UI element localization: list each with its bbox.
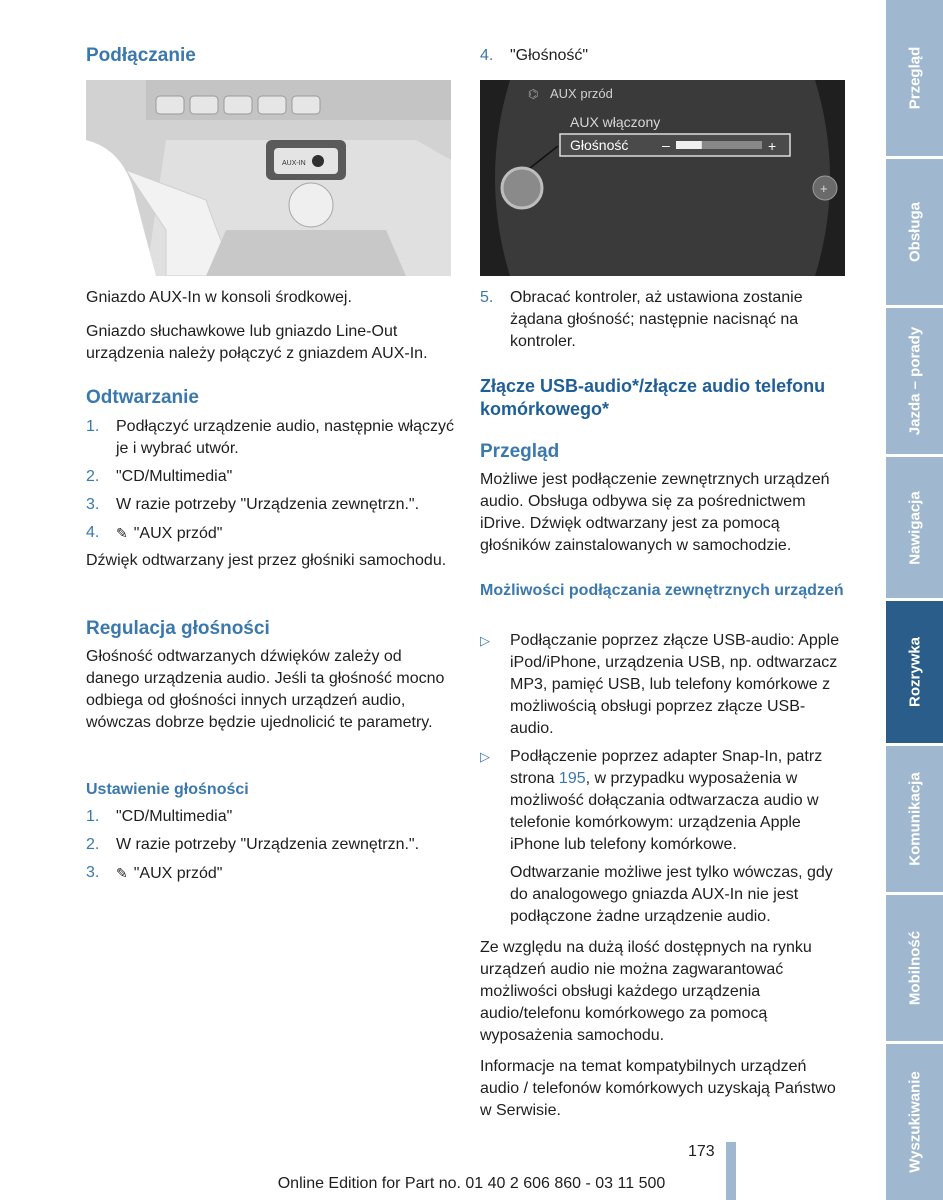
list-item: [86, 806, 454, 828]
step-number: 2.: [86, 836, 100, 853]
section-title-options: Możliwości podłączania zewnętrznych urządzeń: [480, 582, 844, 599]
console-illustration: [86, 80, 451, 276]
paragraph-market: Ze względu na dużą ilość dostępnych na rynku urządzeń audio nie można zagwarantować możliwości obsługi każdego urządzenia audio/telefonu komórkowego za pomocą wyposażenia samochodu.: [480, 939, 812, 1044]
step-number: 3.: [86, 864, 100, 881]
list-item: [480, 746, 848, 928]
volume-fill: [676, 141, 702, 149]
pen-icon: ✎: [116, 865, 128, 881]
list-item: [86, 834, 454, 856]
paragraph-connect: Gniazdo słuchawkowe lub gniazdo Line-Out urządzenia należy połączyć z gniazdem AUX-In.: [86, 323, 428, 362]
tab-navigation[interactable]: [886, 457, 943, 598]
tab-label: Przegląd: [906, 46, 923, 110]
step-text: W razie potrzeby "Urządzenia zewnętrzn.".: [116, 836, 420, 853]
tab-label: Komunikacja: [906, 772, 923, 866]
section-title-connect: Podłączanie: [86, 45, 196, 66]
section-title-usb: Złącze USB-audio*/złącze audio telefonu komórkowego*: [480, 376, 826, 419]
setvol-steps-list: [86, 806, 454, 891]
footer-edition: Online Edition for Part no. 01 40 2 606 860 - 03 11 500: [277, 1175, 666, 1192]
paragraph-volume: Głośność odtwarzanych dźwięków zależy od danego urządzenia audio. Jeśli ta głośność mocno odbiega od głośności innych urządzeń audio, wówczas dobrze będzie ujednolicić te parametry.: [86, 648, 445, 731]
step-text: W razie potrzeby "Urządzenia zewnętrzn.".: [116, 496, 420, 513]
tab-entertainment[interactable]: [886, 601, 943, 743]
bullet-text-b: , w przypadku wyposażenia w możliwość dołączania odtwarzacza audio w telefonie komórkowym: urządzenia Apple iPhone lub telefony komórkowe.: [510, 770, 819, 853]
tab-communication[interactable]: [886, 746, 943, 892]
step-text: Obracać kontroler, aż ustawiona zostanie żądana głośność; następnie nacisnąć na kontroler.: [510, 289, 803, 350]
step5-list: [480, 287, 848, 359]
step-number: 5.: [480, 289, 494, 306]
list-item: [86, 466, 454, 488]
triangle-bullet-icon: ▷: [480, 633, 490, 648]
option-plus-icon: +: [820, 181, 828, 196]
step-text: "AUX przód": [133, 865, 223, 882]
paragraph-overview: Możliwe jest podłączenie zewnętrznych urządzeń audio. Obsługa odbywa się za pośrednictwem iDrive. Dźwięk odtwarzany jest za pomocą głośników zainstalowanych w samochodzie.: [480, 471, 830, 554]
list-item: [480, 630, 848, 740]
pen-icon: ✎: [116, 525, 128, 541]
controller-icon: [502, 168, 542, 208]
step-text: "AUX przód": [133, 525, 223, 542]
tab-label: Jazda – porady: [906, 326, 923, 436]
list-item: [86, 416, 454, 460]
tab-label: Wyszukiwanie: [906, 1071, 923, 1173]
list-item: [480, 45, 848, 67]
step-number: 2.: [86, 468, 100, 485]
tab-mobility[interactable]: [886, 895, 943, 1041]
tab-overview[interactable]: [886, 0, 943, 156]
step-text: "Głośność": [510, 47, 589, 64]
list-item: [480, 287, 848, 353]
bullet-text-a: Podłączenie poprzez adapter Snap-In, patrz strona: [510, 748, 823, 787]
tab-driving-tips[interactable]: [886, 308, 943, 454]
paragraph-play: Dźwięk odtwarzany jest przez głośniki samochodu.: [86, 552, 447, 569]
tab-label: Rozrywka: [906, 636, 923, 708]
section-title-overview: Przegląd: [480, 441, 560, 462]
idrive-screen: [480, 80, 845, 276]
bullet-text: Podłączanie poprzez złącze USB-audio: Apple iPod/iPhone, urządzenia USB, np. odtwarzacz MP3, pamięć USB, lub telefony komórkowe z możliwością obsługi poprzez złącze USB-audio.: [510, 632, 840, 737]
options-list: [480, 630, 848, 934]
play-steps-list: [86, 416, 454, 551]
step-number: 3.: [86, 496, 100, 513]
step-text: "CD/Multimedia": [116, 808, 233, 825]
paragraph-info: Informacje na temat kompatybilnych urządzeń audio / telefonów komórkowych uzyskają Państwo w Serwisie.: [480, 1058, 836, 1119]
step-number: 4.: [480, 47, 494, 64]
step-number: 4.: [86, 524, 100, 541]
step4-list: [480, 45, 848, 73]
screen-item-aux-on: AUX włączony: [570, 114, 661, 130]
tab-label: Obsługa: [906, 201, 923, 263]
section-title-setvol: Ustawienie głośności: [86, 781, 249, 798]
step-text: "CD/Multimedia": [116, 468, 233, 485]
screen-header: AUX przód: [550, 86, 613, 101]
list-item: [86, 862, 454, 885]
aux-icon: ⌬: [528, 87, 539, 101]
section-title-volume: Regulacja głośności: [86, 618, 270, 639]
page-number: 173: [688, 1143, 715, 1160]
chapter-tabs: [886, 0, 943, 1200]
step-number: 1.: [86, 808, 100, 825]
tab-label: Nawigacja: [906, 490, 923, 565]
bullet-note: Odtwarzanie możliwe jest tylko wówczas, gdy do analogowego gniazda AUX-In nie jest podłączone żadne urządzenie audio.: [510, 864, 833, 925]
step-number: 1.: [86, 418, 100, 435]
volume-plus: +: [768, 138, 777, 154]
triangle-bullet-icon: ▷: [480, 749, 490, 764]
aux-in-label: AUX-IN: [282, 160, 306, 167]
aux-console-photo: [86, 80, 451, 276]
photo-caption: Gniazdo AUX-In w konsoli środkowej.: [86, 289, 352, 306]
idrive-screen-photo: [480, 80, 845, 276]
section-title-play: Odtwarzanie: [86, 387, 199, 408]
tab-label: Mobilność: [906, 930, 923, 1006]
list-item: [86, 522, 454, 545]
page-link[interactable]: 195: [558, 770, 586, 787]
tab-operation[interactable]: [886, 159, 943, 305]
screen-item-volume: Głośność: [570, 137, 629, 153]
step-text: Podłączyć urządzenie audio, następnie włączyć je i wybrać utwór.: [116, 418, 454, 457]
list-item: [86, 494, 454, 516]
volume-minus: –: [662, 137, 670, 153]
